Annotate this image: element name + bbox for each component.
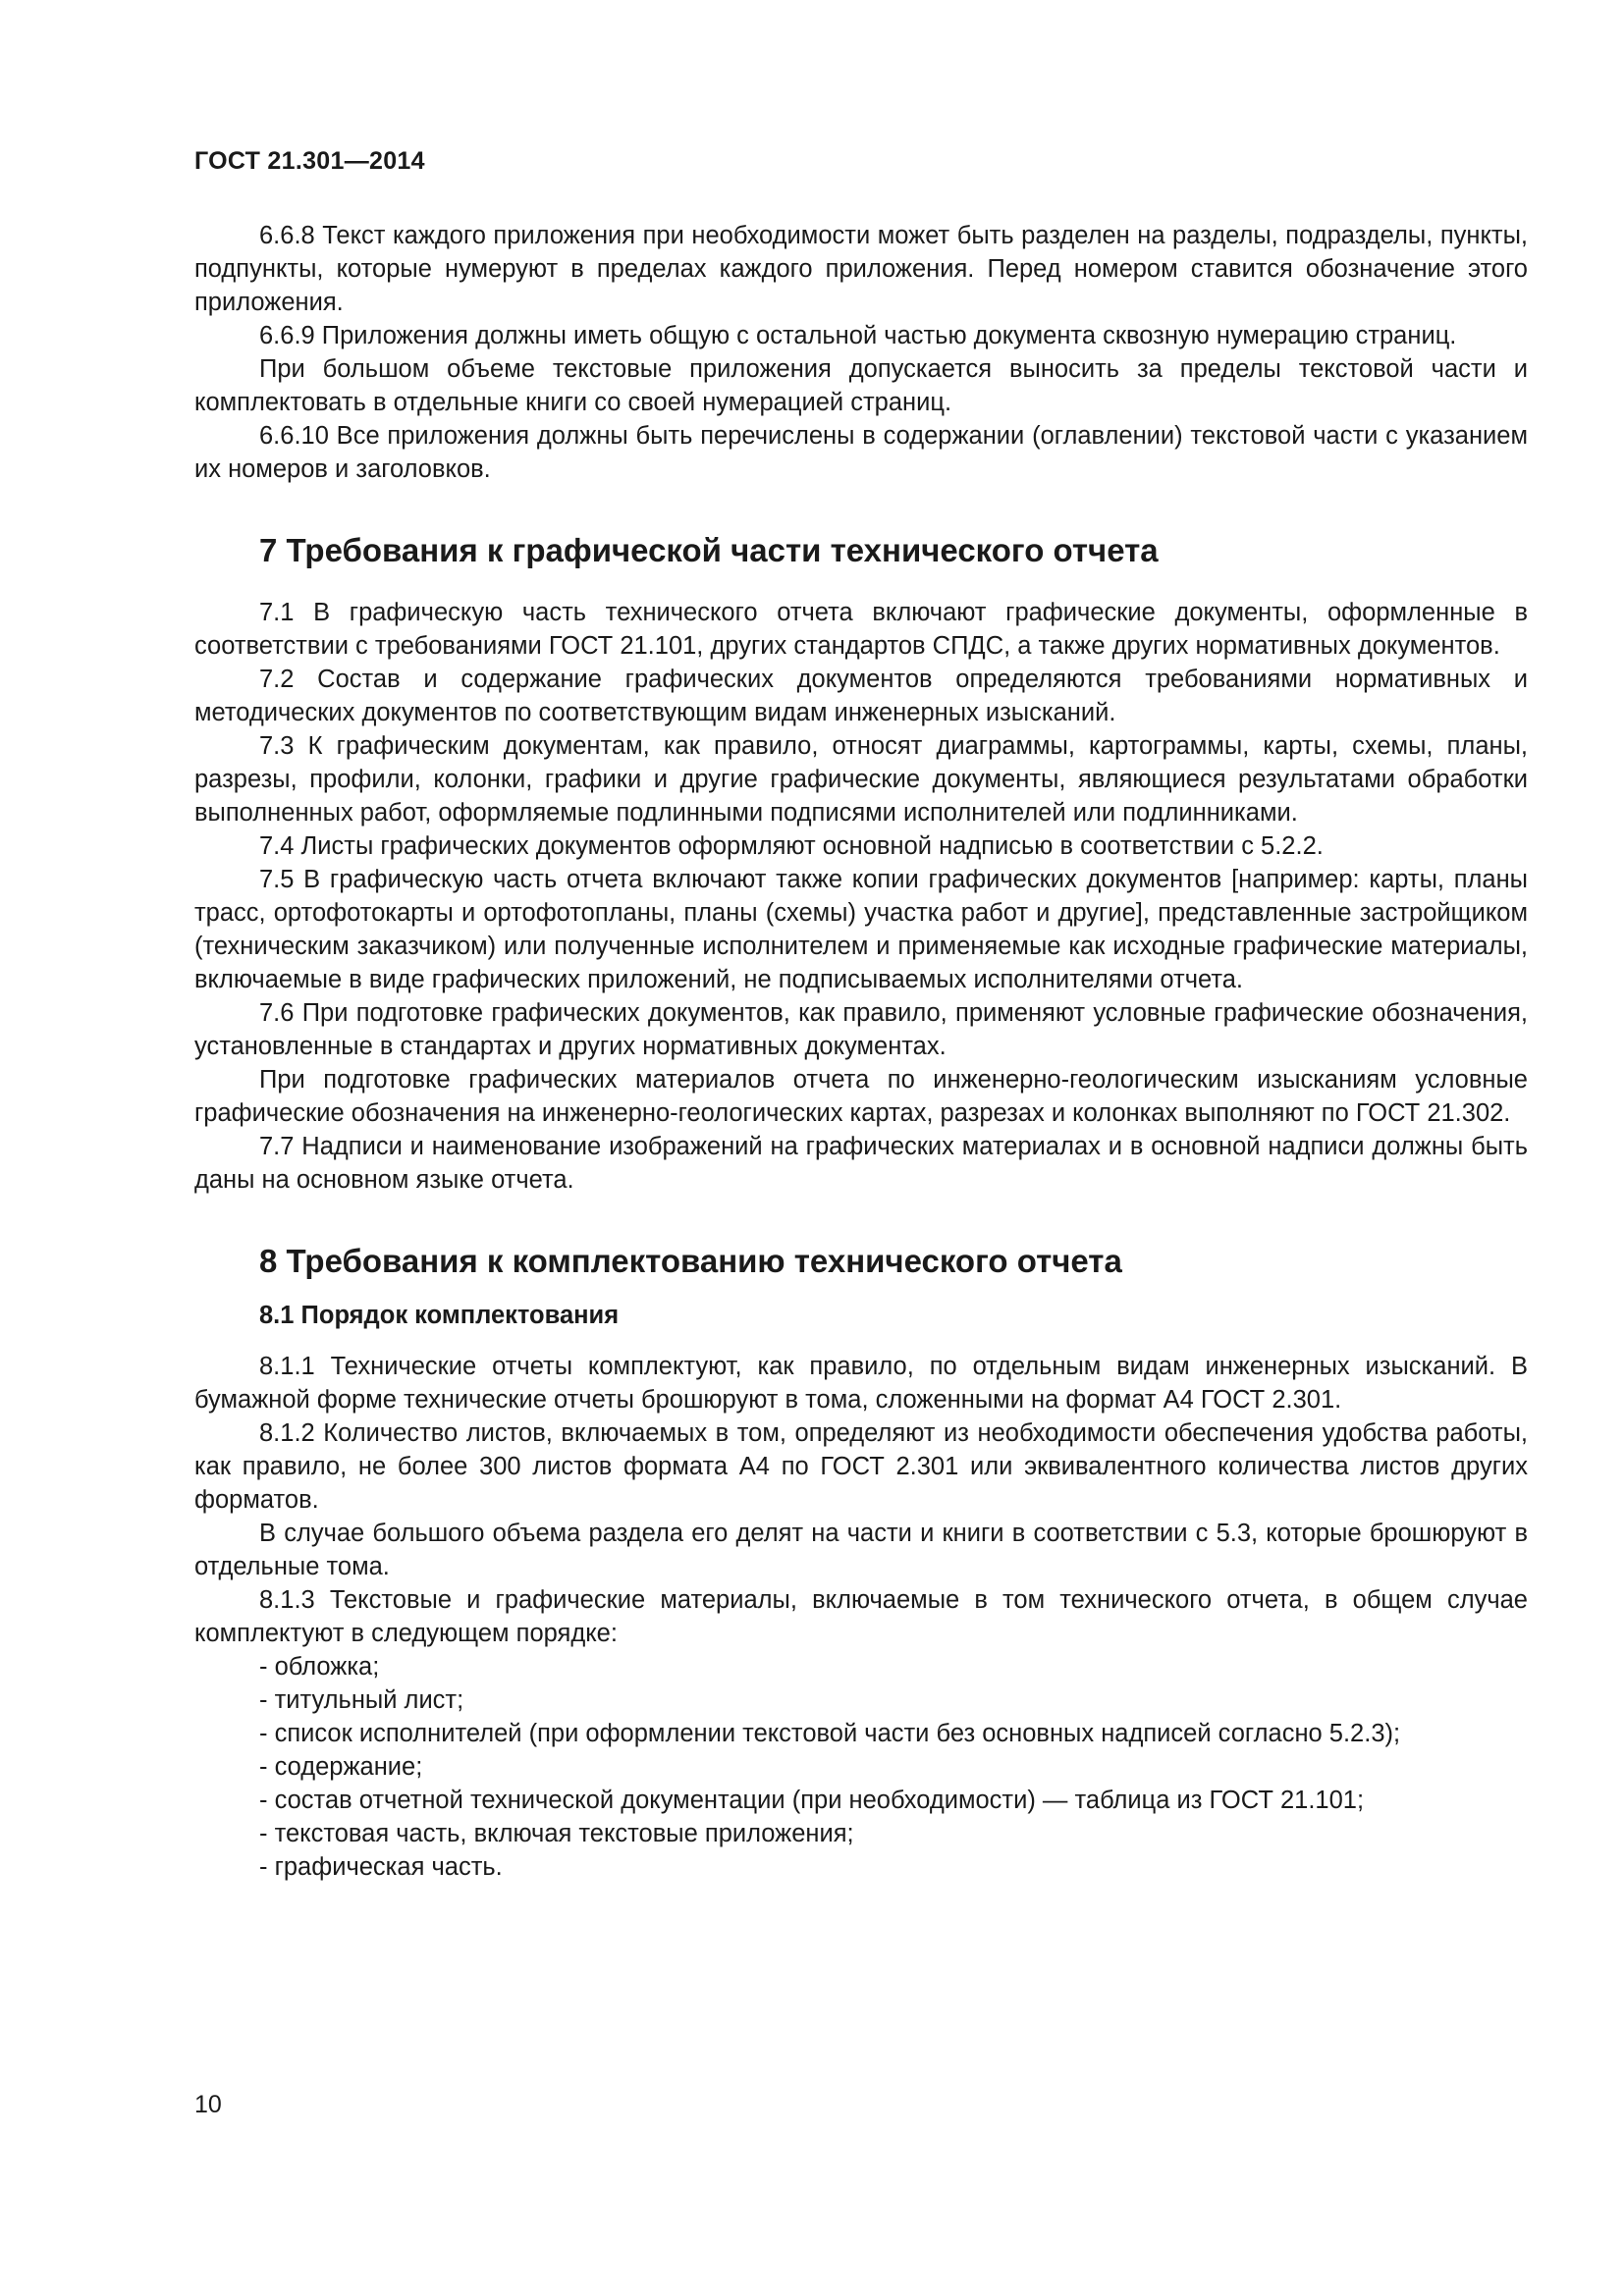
list-item-performers: - список исполнителей (при оформлении текстовой части без основных надписей согласно 5.2.3); (259, 1720, 1401, 1747)
paragraph-6-6-9: 6.6.9 Приложения должны иметь общую с остальной частью документа сквозную нумерацию страниц. (259, 322, 1457, 349)
paragraph-8-1-1: 8.1.1 Технические отчеты комплектуют, как правило, по отдельным видам инженерных изысканий. В бумажной форме технические отчеты брошюруют в тома, сложенными на формат А4 ГОСТ 2.301. (194, 1353, 1528, 1414)
paragraph-7-1: 7.1 В графическую часть технического отчета включают графические документы, оформленные в соответствии с требованиями ГОСТ 21.101, других стандартов СПДС, а также других нормативных документов. (194, 599, 1528, 660)
spacer (194, 486, 1528, 531)
section-8-heading: 8 Требования к комплектованию технического отчета (259, 1243, 1122, 1279)
paragraph-6-6-8: 6.6.8 Текст каждого приложения при необходимости может быть разделен на разделы, подразделы, пункты, подпункты, которые нумеруют в пределах каждого приложения. Перед номером ставится обозначение этого приложения. (194, 222, 1528, 316)
spacer (194, 570, 1528, 596)
paragraph-8-1-2-note: В случае большого объема раздела его делят на части и книги в соответствии с 5.3, которые брошюруют в отдельные тома. (194, 1520, 1528, 1580)
spacer (194, 1197, 1528, 1242)
paragraph-7-7: 7.7 Надписи и наименование изображений на графических материалах и в основной надписи должны быть даны на основном языке отчета. (194, 1133, 1528, 1194)
paragraph-7-6-note: При подготовке графических материалов отчета по инженерно-геологическим изысканиям условные графические обозначения на инженерно-геологических картах, разрезах и колонках выполняют по ГОСТ 21.302. (194, 1066, 1528, 1127)
paragraph-7-2: 7.2 Состав и содержание графических документов определяются требованиями нормативных и методических документов по соответствующим видам инженерных изысканий. (194, 666, 1528, 726)
paragraph-7-4: 7.4 Листы графических документов оформляют основной надписью в соответствии с 5.2.2. (259, 832, 1324, 860)
list-item-text-part: - текстовая часть, включая текстовые приложения; (259, 1820, 854, 1847)
list-item-documentation-set: - состав отчетной технической документации (при необходимости) — таблица из ГОСТ 21.101; (259, 1787, 1365, 1814)
paragraph-8-1-2: 8.1.2 Количество листов, включаемых в том, определяют из необходимости обеспечения удобства работы, как правило, не более 300 листов формата А4 по ГОСТ 2.301 или эквивалентного количества листов других форматов. (194, 1419, 1528, 1514)
spacer (194, 1332, 1528, 1350)
subsection-8-1-heading: 8.1 Порядок комплектования (259, 1302, 620, 1329)
page-number: 10 (194, 2091, 222, 2118)
list-item-title-page: - титульный лист; (259, 1686, 464, 1714)
list-item-graphic-part: - графическая часть. (259, 1853, 503, 1881)
list-item-contents: - содержание; (259, 1753, 423, 1781)
document-body (194, 219, 1528, 1884)
paragraph-7-3: 7.3 К графическим документам, как правило, относят диаграммы, картограммы, карты, схемы, планы, разрезы, профили, колонки, графики и другие графические документы, являющиеся результатами обработки выполненных работ, оформляемые подлинными подписями исполнителей или подлинниками. (194, 732, 1528, 827)
section-7-heading: 7 Требования к графической части технического отчета (259, 532, 1159, 568)
paragraph-7-5: 7.5 В графическую часть отчета включают также копии графических документов [например: карты, планы трасс, ортофотокарты и ортофотопланы, планы (схемы) участка работ и другие], представленные застройщиком (техническим заказчиком) или полученные исполнителем и применяемые как исходные графические материалы, включаемые в виде графических приложений, не подписываемых исполнителями отчета. (194, 866, 1528, 993)
paragraph-7-6: 7.6 При подготовке графических документов, как правило, применяют условные графические обозначения, установленные в стандартах и других нормативных документах. (194, 999, 1528, 1060)
paragraph-6-6-9-note: При большом объеме текстовые приложения допускается выносить за пределы текстовой части и комплектовать в отдельные книги со своей нумерацией страниц. (194, 355, 1528, 416)
paragraph-8-1-3: 8.1.3 Текстовые и графические материалы, включаемые в том технического отчета, в общем случае комплектуют в следующем порядке: (194, 1586, 1528, 1647)
spacer (194, 1281, 1528, 1299)
paragraph-6-6-10: 6.6.10 Все приложения должны быть перечислены в содержании (оглавлении) текстовой части с указанием их номеров и заголовков. (194, 422, 1528, 483)
document-code-header: ГОСТ 21.301—2014 (194, 147, 425, 175)
list-item-cover: - обложка; (259, 1653, 380, 1681)
